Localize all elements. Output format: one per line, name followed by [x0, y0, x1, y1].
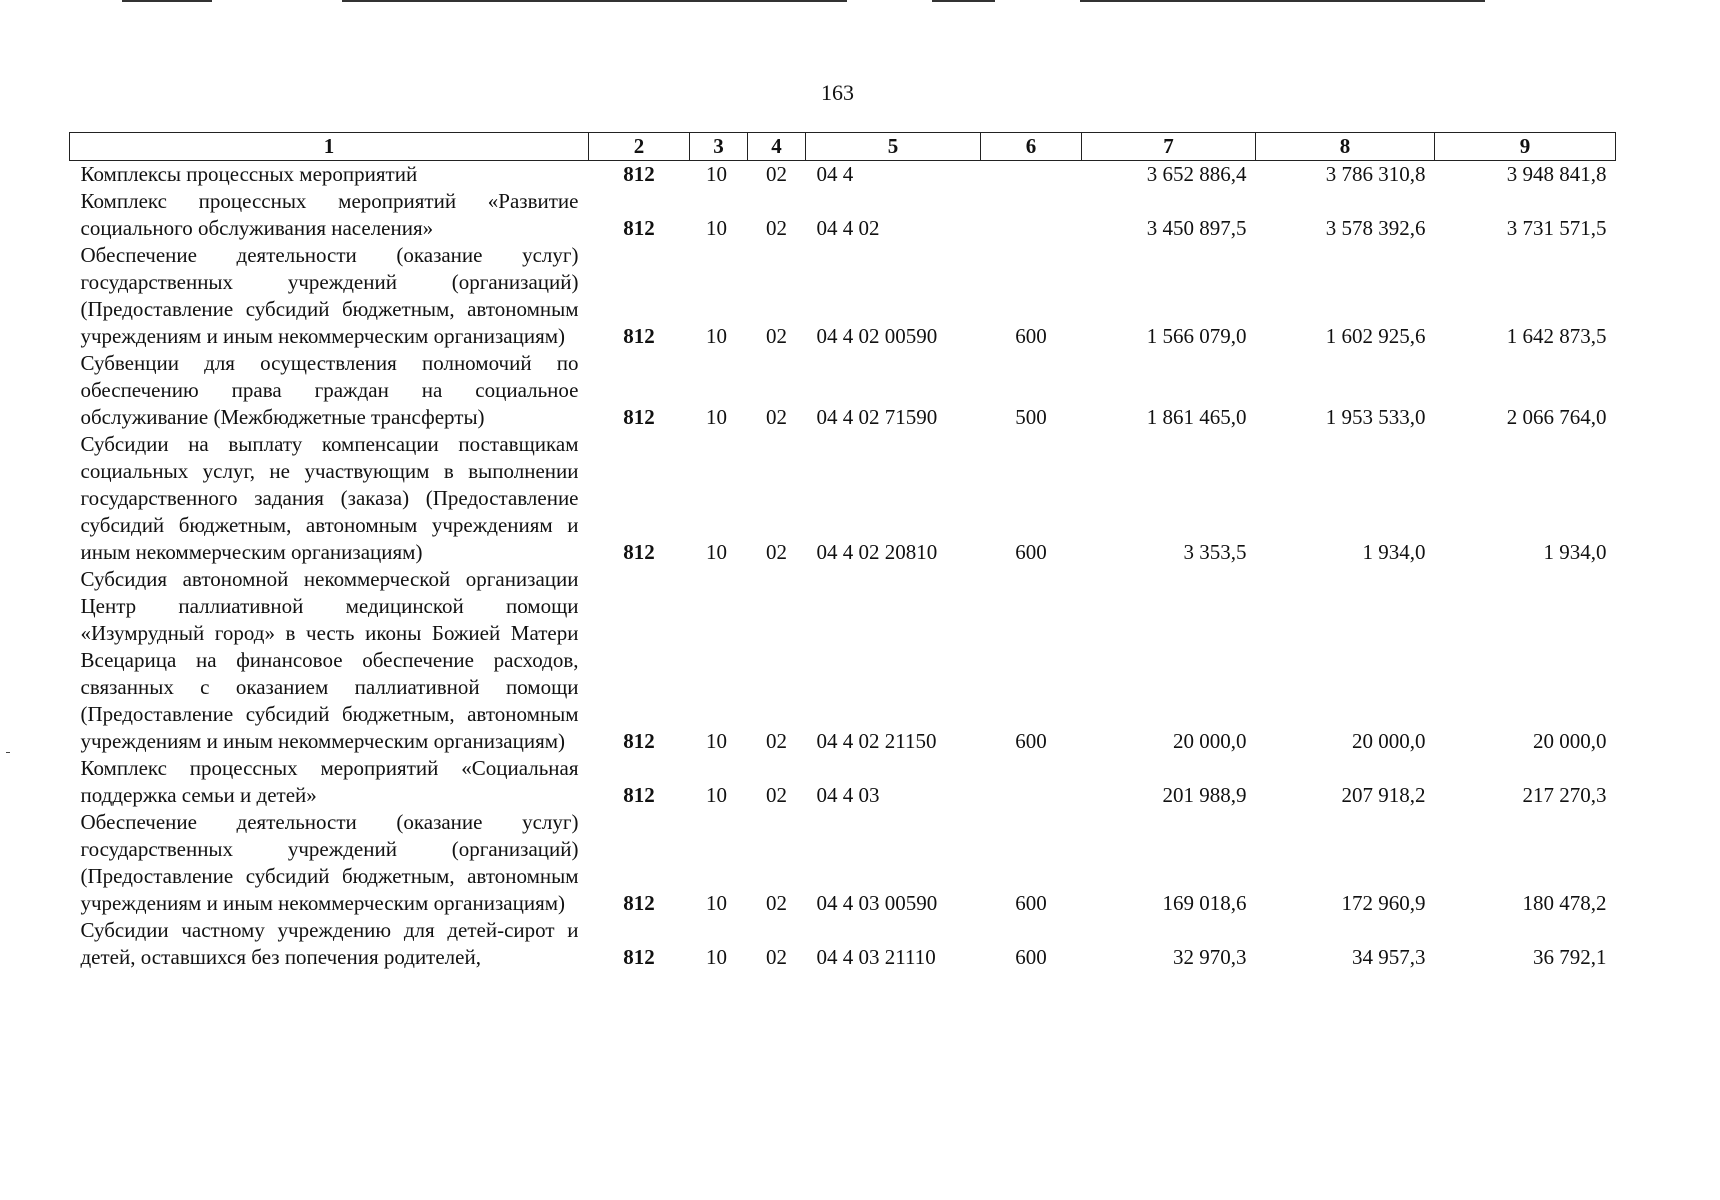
section-code: 10 — [706, 162, 727, 186]
expense-type-code — [981, 161, 1082, 189]
expense-type-code: 600 — [1015, 945, 1047, 969]
column-header: 7 — [1082, 133, 1256, 161]
subsection-code: 02 — [766, 405, 787, 429]
subsection-code: 02 — [766, 216, 787, 240]
ministry-code: 812 — [623, 324, 655, 348]
expense-type-code: 600 — [1015, 324, 1047, 348]
target-article-code: 04 4 03 00590 — [816, 891, 938, 915]
target-article-code: 04 4 02 — [816, 216, 880, 240]
subsection-code: 02 — [766, 162, 787, 186]
ministry-code: 812 — [623, 216, 655, 240]
column-header: 2 — [589, 133, 690, 161]
target-article-code: 04 4 02 00590 — [816, 324, 938, 348]
expense-type-code — [981, 755, 1082, 809]
ministry-code: 812 — [623, 891, 655, 915]
expense-type-code — [981, 188, 1082, 242]
scan-top-rule — [932, 0, 995, 2]
table-header-row — [70, 133, 1616, 161]
amount-col-9: 1 934,0 — [1543, 540, 1607, 564]
amount-col-7: 1 566 079,0 — [1146, 324, 1247, 348]
section-code: 10 — [706, 945, 727, 969]
column-header: 6 — [981, 133, 1082, 161]
target-article-code: 04 4 03 — [816, 783, 880, 807]
amount-col-8: 3 578 392,6 — [1325, 216, 1426, 240]
amount-col-7: 3 652 886,4 — [1146, 162, 1247, 186]
page-number: 163 — [821, 80, 854, 105]
scan-top-rule — [1080, 0, 1485, 2]
row-name: Субвенции для осуществления полномочий по обеспечению права граждан на социальное обслуживание (Межбюджетные трансферты) — [80, 351, 579, 429]
amount-col-8: 3 786 310,8 — [1325, 162, 1426, 186]
amount-col-9: 20 000,0 — [1533, 729, 1607, 753]
row-name: Субсидии частному учреждению для детей-сирот и детей, оставшихся без попечения родителей, — [80, 918, 579, 969]
column-header: 8 — [1256, 133, 1435, 161]
amount-col-8: 1 953 533,0 — [1325, 405, 1426, 429]
target-article-code: 04 4 02 21150 — [816, 729, 937, 753]
row-name: Субсидия автономной некоммерческой организации Центр паллиативной медицинской помощи «Изумрудный город» в честь иконы Божией Матери Всецарица на финансовое обеспечение расходов, связанных с оказанием паллиативной помощи (Предоставление субсидий бюджетным, автономным учреждениям и иным некоммерческим организациям) — [80, 567, 579, 753]
subsection-code: 02 — [766, 729, 787, 753]
amount-col-9: 217 270,3 — [1522, 783, 1607, 807]
amount-col-7: 20 000,0 — [1173, 729, 1247, 753]
column-header: 5 — [806, 133, 981, 161]
scan-artifact-mark — [6, 752, 10, 753]
ministry-code: 812 — [623, 162, 655, 186]
amount-col-8: 1 602 925,6 — [1325, 324, 1426, 348]
table-row — [70, 161, 1616, 189]
table-row — [70, 242, 1616, 350]
ministry-code: 812 — [623, 783, 655, 807]
ministry-code: 812 — [623, 405, 655, 429]
amount-col-8: 20 000,0 — [1352, 729, 1426, 753]
row-name: Обеспечение деятельности (оказание услуг) государственных учреждений (организаций) (Предоставление субсидий бюджетным, автономным учреждениям и иным некоммерческим организациям) — [80, 810, 579, 915]
column-header: 3 — [690, 133, 748, 161]
subsection-code: 02 — [766, 945, 787, 969]
row-name: Обеспечение деятельности (оказание услуг) государственных учреждений (организаций) (Предоставление субсидий бюджетным, автономным учреждениям и иным некоммерческим организациям) — [80, 243, 579, 348]
section-code: 10 — [706, 216, 727, 240]
expense-type-code: 500 — [1015, 405, 1047, 429]
amount-col-7: 3 353,5 — [1183, 540, 1247, 564]
section-code: 10 — [706, 405, 727, 429]
expense-type-code: 600 — [1015, 540, 1047, 564]
amount-col-9: 1 642 873,5 — [1506, 324, 1607, 348]
amount-col-7: 201 988,9 — [1162, 783, 1247, 807]
ministry-code: 812 — [623, 729, 655, 753]
target-article-code: 04 4 — [816, 162, 854, 186]
table-row — [70, 188, 1616, 242]
table-row — [70, 566, 1616, 755]
column-header: 1 — [70, 133, 589, 161]
table-row — [70, 809, 1616, 917]
subsection-code: 02 — [766, 783, 787, 807]
amount-col-7: 3 450 897,5 — [1146, 216, 1247, 240]
target-article-code: 04 4 03 21110 — [816, 945, 936, 969]
expense-type-code: 600 — [1015, 729, 1047, 753]
amount-col-9: 3 731 571,5 — [1506, 216, 1607, 240]
subsection-code: 02 — [766, 891, 787, 915]
ministry-code: 812 — [623, 945, 655, 969]
subsection-code: 02 — [766, 540, 787, 564]
section-code: 10 — [706, 729, 727, 753]
amount-col-8: 172 960,9 — [1341, 891, 1426, 915]
table-row — [70, 755, 1616, 809]
target-article-code: 04 4 02 71590 — [816, 405, 938, 429]
section-code: 10 — [706, 891, 727, 915]
row-name: Субсидии на выплату компенсации поставщикам социальных услуг, не участвующим в выполнении государственного задания (заказа) (Предоставление субсидий бюджетным, автономным учреждениям и иным некоммерческим организациям) — [80, 432, 579, 564]
amount-col-9: 36 792,1 — [1533, 945, 1607, 969]
column-header: 9 — [1435, 133, 1616, 161]
ministry-code: 812 — [623, 540, 655, 564]
target-article-code: 04 4 02 20810 — [816, 540, 938, 564]
row-name: Комплекс процессных мероприятий «Социальная поддержка семьи и детей» — [80, 756, 579, 807]
amount-col-8: 1 934,0 — [1362, 540, 1426, 564]
scan-top-rule — [342, 0, 847, 2]
expense-type-code: 600 — [1015, 891, 1047, 915]
table-row — [70, 431, 1616, 566]
amount-col-9: 2 066 764,0 — [1506, 405, 1607, 429]
row-name: Комплекс процессных мероприятий «Развитие социального обслуживания населения» — [80, 189, 579, 240]
amount-col-8: 207 918,2 — [1341, 783, 1426, 807]
subsection-code: 02 — [766, 324, 787, 348]
budget-table — [69, 132, 1616, 971]
amount-col-9: 180 478,2 — [1522, 891, 1607, 915]
row-name: Комплексы процессных мероприятий — [80, 162, 418, 186]
amount-col-7: 1 861 465,0 — [1146, 405, 1247, 429]
section-code: 10 — [706, 540, 727, 564]
amount-col-7: 169 018,6 — [1162, 891, 1247, 915]
column-header: 4 — [748, 133, 806, 161]
table-row — [70, 917, 1616, 971]
amount-col-8: 34 957,3 — [1352, 945, 1426, 969]
section-code: 10 — [706, 324, 727, 348]
amount-col-9: 3 948 841,8 — [1506, 162, 1607, 186]
amount-col-7: 32 970,3 — [1173, 945, 1247, 969]
table-row — [70, 350, 1616, 431]
scan-top-rule — [122, 0, 212, 2]
section-code: 10 — [706, 783, 727, 807]
